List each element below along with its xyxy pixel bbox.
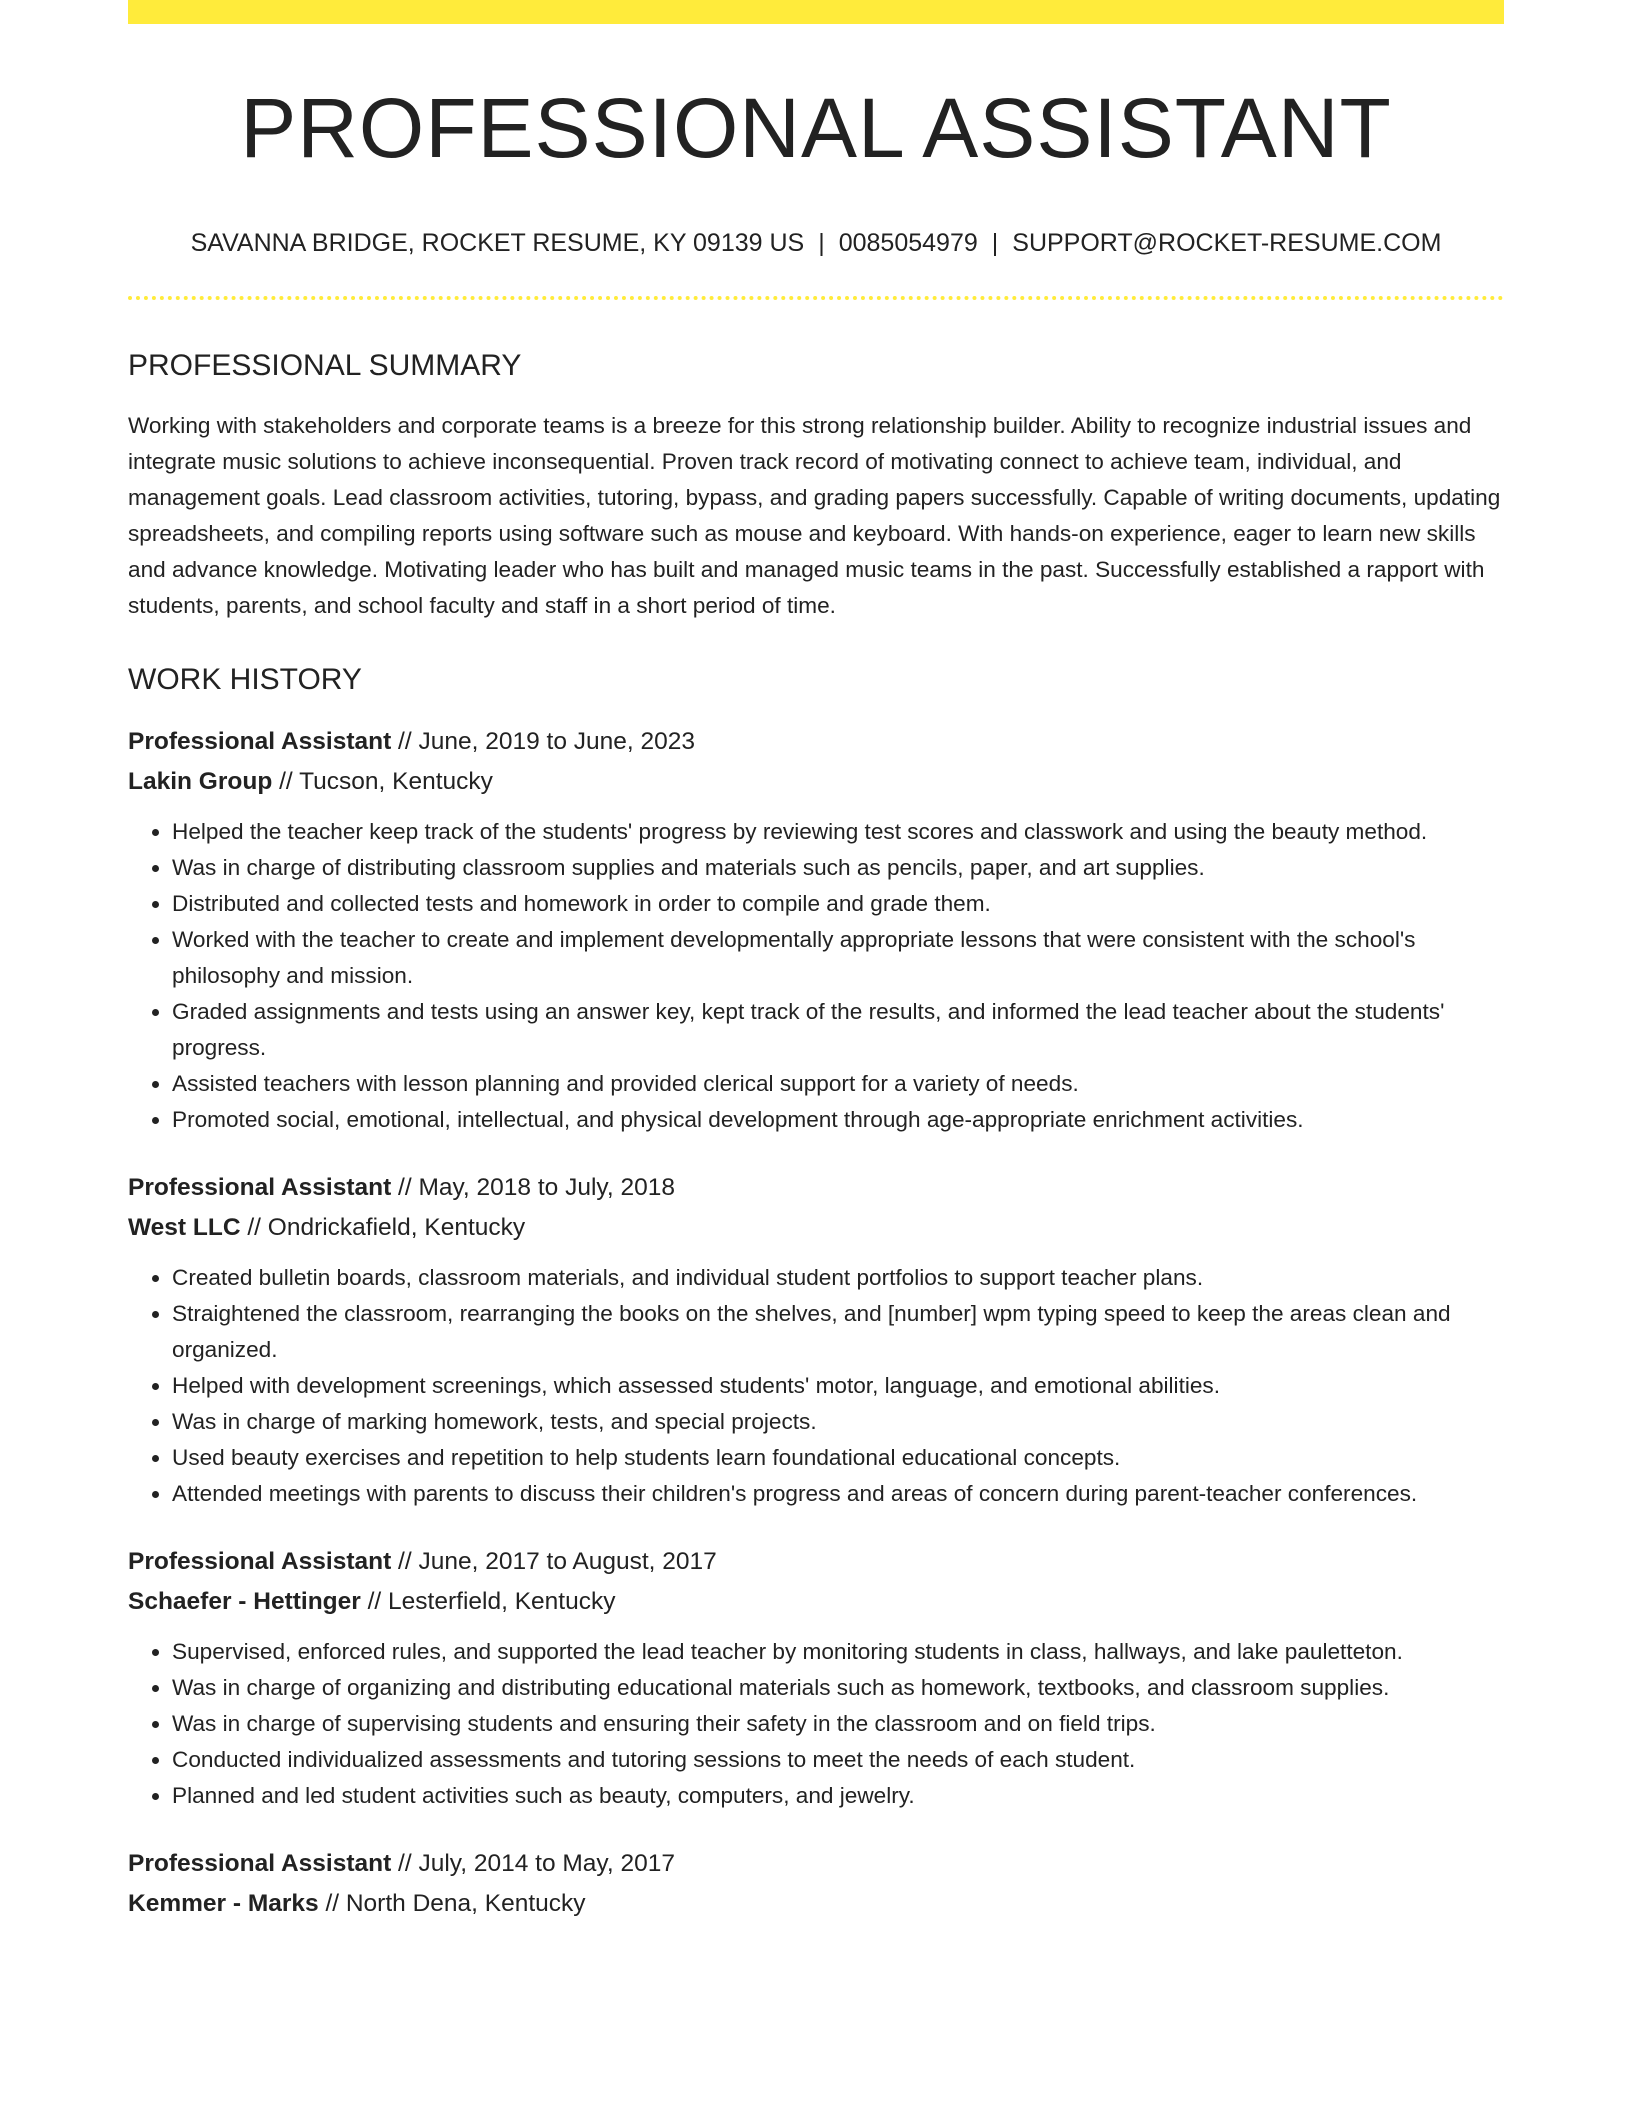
job-company: Lakin Group: [128, 768, 273, 796]
job-entry: [128, 1542, 1504, 1814]
job-location: // Lesterfield, Kentucky: [360, 1588, 616, 1616]
top-accent-bar: [128, 0, 1504, 24]
job-bullet: • Worked with the teacher to create and implement developmentally appropriate lessons that were consistent with the school's philosophy and mission.: [172, 922, 1504, 994]
job-bullet: • Was in charge of supervising students and ensuring their safety in the classroom and on field trips.: [172, 1706, 1504, 1742]
job-title: Professional Assistant: [128, 1174, 392, 1202]
job-bullet: • Helped the teacher keep track of the students' progress by reviewing test scores and classwork and using the beauty method.: [172, 814, 1504, 850]
resume-page: [128, 0, 1504, 1924]
summary-text: Working with stakeholders and corporate teams is a breeze for this strong relationship builder. Ability to recognize industrial issues and integrate music solutions to achieve inconsequential. Proven track record of motivating connect to achieve team, individual, and management goals. Lead classroom activities, tutoring, bypass, and grading papers successfully. Capable of writing documents, updating spreadsheets, and compiling reports using software such as mouse and keyboard. With hands-on experience, eager to learn new skills and advance knowledge. Motivating leader who has built and managed music teams in the past. Successfully established a rapport with students, parents, and school faculty and staff in a short period of time.: [128, 413, 1501, 619]
job-entry: [128, 1168, 1504, 1512]
job-title: Professional Assistant: [128, 1850, 392, 1878]
job-company: Kemmer - Marks: [128, 1890, 319, 1918]
job-bullet: • Used beauty exercises and repetition to help students learn foundational educational concepts.: [172, 1440, 1504, 1476]
job-company-line: [128, 1582, 1504, 1622]
job-bullet: • Planned and led student activities such as beauty, computers, and jewelry.: [172, 1778, 1504, 1814]
job-location: // Tucson, Kentucky: [272, 768, 493, 796]
job-dates: // June, 2017 to August, 2017: [391, 1548, 717, 1576]
contact-line: [128, 228, 1504, 258]
summary-heading: PROFESSIONAL SUMMARY: [128, 349, 522, 383]
job-company: Schaefer - Hettinger: [128, 1588, 361, 1616]
job-title: Professional Assistant: [128, 728, 392, 756]
job-dates: // May, 2018 to July, 2018: [391, 1174, 675, 1202]
work-history-heading: WORK HISTORY: [128, 663, 362, 697]
job-bullet: • Supervised, enforced rules, and supported the lead teacher by monitoring students in class, hallways, and lake pauletteton.: [172, 1634, 1504, 1670]
job-location: // Ondrickafield, Kentucky: [240, 1214, 526, 1242]
job-title-line: [128, 722, 1504, 762]
job-bullet: • Distributed and collected tests and homework in order to compile and grade them.: [172, 886, 1504, 922]
contact-address: SAVANNA BRIDGE, ROCKET RESUME, KY 09139 US: [190, 229, 805, 258]
job-bullet: • Created bulletin boards, classroom materials, and individual student portfolios to support teacher plans.: [172, 1260, 1504, 1296]
job-bullet: • Was in charge of organizing and distributing educational materials such as homework, textbooks, and classroom supplies.: [172, 1670, 1504, 1706]
job-dates: // July, 2014 to May, 2017: [391, 1850, 675, 1878]
job-company-line: [128, 1208, 1504, 1248]
job-bullet: • Assisted teachers with lesson planning and provided clerical support for a variety of needs.: [172, 1066, 1504, 1102]
job-bullet: • Conducted individualized assessments and tutoring sessions to meet the needs of each student.: [172, 1742, 1504, 1778]
job-title-line: [128, 1168, 1504, 1208]
job-bullet: • Was in charge of marking homework, tests, and special projects.: [172, 1404, 1504, 1440]
dotted-divider: [128, 296, 1504, 300]
job-location: // North Dena, Kentucky: [318, 1890, 586, 1918]
contact-separator: |: [991, 229, 999, 258]
job-company-line: [128, 1884, 1504, 1924]
contact-phone: 0085054979: [838, 229, 978, 258]
work-history-list: [128, 722, 1504, 1924]
contact-separator: |: [818, 229, 825, 258]
contact-email: SUPPORT@ROCKET-RESUME.COM: [1012, 229, 1442, 258]
job-bullets: [128, 814, 1504, 1138]
job-title: Professional Assistant: [128, 1548, 392, 1576]
job-entry: [128, 1844, 1504, 1924]
job-entry: [128, 722, 1504, 1138]
job-bullet: • Straightened the classroom, rearranging the books on the shelves, and [number] wpm typing speed to keep the areas clean and organized.: [172, 1296, 1504, 1368]
job-bullets: [128, 1634, 1504, 1814]
job-company-line: [128, 762, 1504, 802]
job-title-line: [128, 1844, 1504, 1884]
job-bullet: • Was in charge of distributing classroom supplies and materials such as pencils, paper, and art supplies.: [172, 850, 1504, 886]
job-bullet: • Helped with development screenings, which assessed students' motor, language, and emotional abilities.: [172, 1368, 1504, 1404]
job-title-line: [128, 1542, 1504, 1582]
job-bullet: • Graded assignments and tests using an answer key, kept track of the results, and informed the lead teacher about the students' progress.: [172, 994, 1504, 1066]
job-bullet: • Attended meetings with parents to discuss their children's progress and areas of concern during parent-teacher conferences.: [172, 1476, 1504, 1512]
job-bullet: • Promoted social, emotional, intellectual, and physical development through age-appropriate enrichment activities.: [172, 1102, 1504, 1138]
resume-name: PROFESSIONAL ASSISTANT: [240, 81, 1392, 175]
job-company: West LLC: [128, 1214, 241, 1242]
job-bullets: [128, 1260, 1504, 1512]
job-dates: // June, 2019 to June, 2023: [391, 728, 695, 756]
